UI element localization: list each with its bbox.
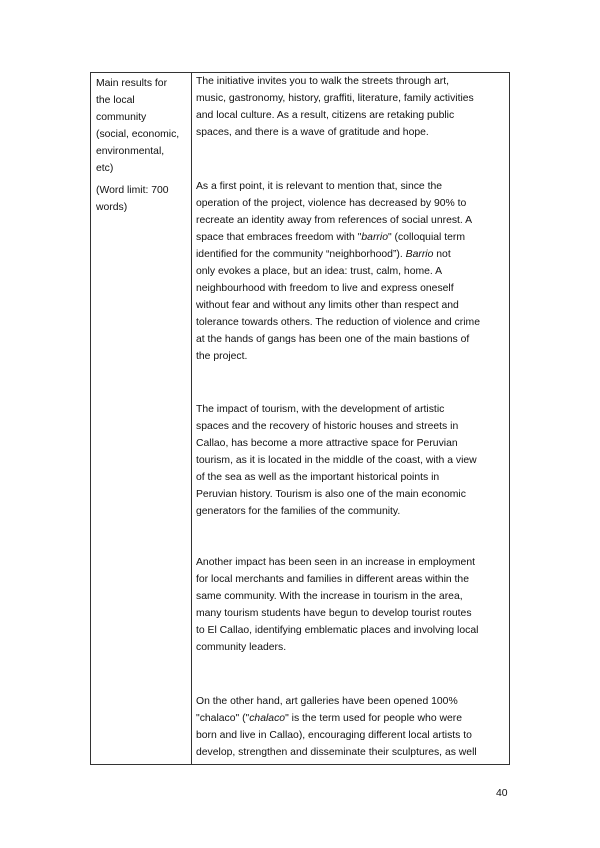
results-table <box>90 72 510 765</box>
text-run: only evokes a place, but an idea: trust, calm, home. A <box>196 266 443 277</box>
text-run: same community. With the increase in tourism in the area, <box>196 591 463 602</box>
text-run: the project. <box>196 351 248 362</box>
text-run: spaces and the recovery of historic houses and streets in <box>196 421 459 432</box>
label-line: etc) <box>96 163 114 174</box>
label-line: community <box>96 112 147 123</box>
text-run: Peruvian history. Tourism is also one of the main economic <box>196 489 466 500</box>
text-run: space that embraces freedom with " <box>196 232 362 243</box>
page-number: 40 <box>496 788 508 799</box>
row-label <box>96 75 179 177</box>
text-run: many tourism students have begun to develop tourist routes <box>196 608 472 619</box>
paragraph-line <box>196 73 474 90</box>
paragraph-line <box>196 571 478 588</box>
text-run: " (colloquial term <box>387 232 466 243</box>
paragraph-line <box>196 554 478 571</box>
paragraph-line <box>196 195 480 212</box>
column-divider <box>191 73 192 764</box>
text-run: identified for the community “neighborhood”). <box>196 249 406 260</box>
paragraph-line <box>196 348 480 365</box>
text-run: neighbourhood with freedom to live and express oneself <box>196 283 454 294</box>
paragraph-line <box>196 107 474 124</box>
paragraph-line <box>196 178 480 195</box>
label-line: the local <box>96 95 135 106</box>
italic-term: chalaco <box>249 713 286 724</box>
text-run: On the other hand, art galleries have been opened 100% <box>196 696 458 707</box>
label-line: Main results for <box>96 78 168 89</box>
paragraph-line <box>196 469 477 486</box>
text-run: community leaders. <box>196 642 287 653</box>
text-run: generators for the families of the community. <box>196 506 401 517</box>
paragraph-intro <box>196 73 474 141</box>
text-run: As a first point, it is relevant to mention that, since the <box>196 181 443 192</box>
italic-term: Barrio <box>405 249 434 260</box>
paragraph-line <box>196 588 478 605</box>
text-run: of the sea as well as the important historical points in <box>196 472 440 483</box>
text-run: to El Callao, identifying emblematic places and involving local <box>196 625 479 636</box>
paragraph-tourism <box>196 401 477 520</box>
word-limit-note <box>96 182 179 216</box>
paragraph-employment <box>196 554 478 656</box>
paragraph-line <box>196 418 477 435</box>
text-run: Callao, has become a more attractive space for Peruvian <box>196 438 458 449</box>
paragraph-art-galleries <box>196 693 477 761</box>
paragraph-line <box>196 693 477 710</box>
paragraph-line <box>196 314 480 331</box>
text-run: tolerance towards others. The reduction of violence and crime <box>196 317 480 328</box>
text-run: tourism, as it is located in the middle of the coast, with a view <box>196 455 477 466</box>
paragraph-line <box>196 486 477 503</box>
text-run: recreate an identity away from references of social unrest. A <box>196 215 473 226</box>
word-limit-line: words) <box>96 202 128 213</box>
paragraph-line <box>196 435 477 452</box>
text-run: " is the term used for people who were <box>285 713 463 724</box>
paragraph-line <box>196 710 477 727</box>
label-line: environmental, <box>96 146 165 157</box>
paragraph-line <box>196 452 477 469</box>
paragraph-line <box>196 727 477 744</box>
paragraph-line <box>196 503 477 520</box>
word-limit-line: (Word limit: 700 <box>96 185 169 196</box>
paragraph-line <box>196 605 478 622</box>
paragraph-line <box>196 124 474 141</box>
text-run: for local merchants and families in different areas within the <box>196 574 469 585</box>
paragraph-line <box>196 246 480 263</box>
text-run: spaces, and there is a wave of gratitude and hope. <box>196 127 429 138</box>
paragraph-line <box>196 280 480 297</box>
text-run: not <box>433 249 451 260</box>
text-run: develop, strengthen and disseminate their sculptures, as well <box>196 747 477 758</box>
text-run: born and live in Callao), encouraging different local artists to <box>196 730 472 741</box>
paragraph-line <box>196 401 477 418</box>
paragraph-line <box>196 212 480 229</box>
paragraph-line <box>196 744 477 761</box>
paragraph-line <box>196 297 480 314</box>
text-run: at the hands of gangs has been one of the main bastions of <box>196 334 470 345</box>
paragraph-line <box>196 331 480 348</box>
text-run: and local culture. As a result, citizens are retaking public <box>196 110 455 121</box>
italic-term: barrio <box>361 232 388 243</box>
text-run: music, gastronomy, history, graffiti, literature, family activities <box>196 93 474 104</box>
text-run: The initiative invites you to walk the streets through art, <box>196 76 449 87</box>
text-run: "chalaco" (" <box>196 713 250 724</box>
text-run: operation of the project, violence has decreased by 90% to <box>196 198 467 209</box>
paragraph-line <box>196 90 474 107</box>
paragraph-line <box>196 263 480 280</box>
paragraph-violence <box>196 178 480 365</box>
text-run: Another impact has been seen in an increase in employment <box>196 557 475 568</box>
text-run: The impact of tourism, with the development of artistic <box>196 404 445 415</box>
paragraph-line <box>196 622 478 639</box>
paragraph-line <box>196 639 478 656</box>
label-line: (social, economic, <box>96 129 180 140</box>
row-label-cell <box>96 75 179 216</box>
paragraph-line <box>196 229 480 246</box>
text-run: without fear and without any limits other than respect and <box>196 300 459 311</box>
